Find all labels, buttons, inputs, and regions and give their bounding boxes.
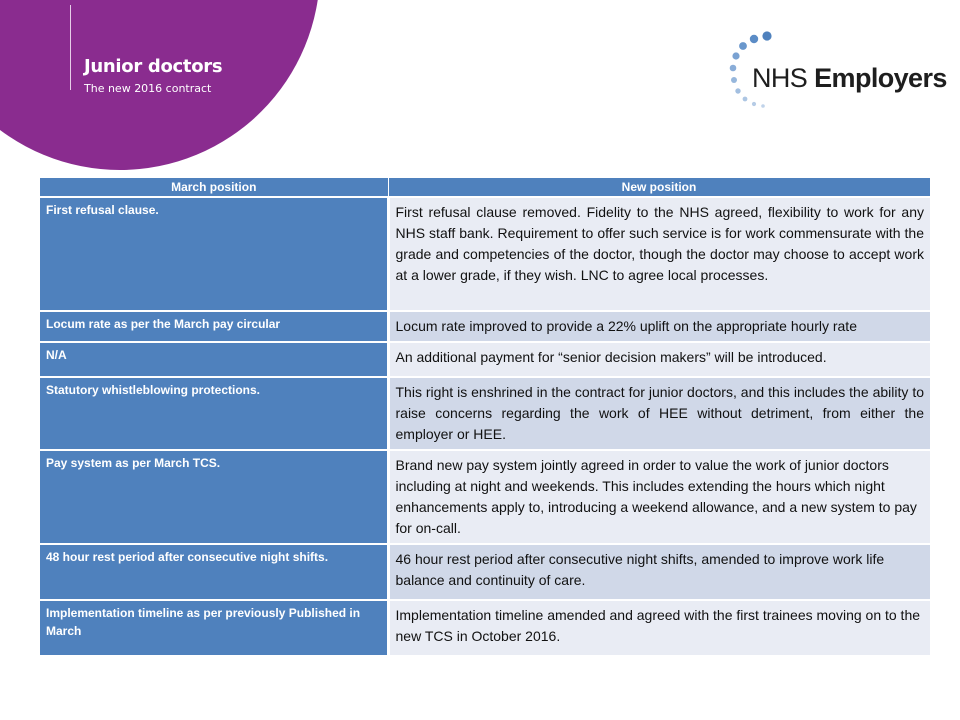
march-position-cell: Implementation timeline as per previously Published in March (40, 600, 388, 655)
table-row (40, 377, 930, 450)
march-position-cell: Statutory whistleblowing protections. (40, 377, 388, 450)
table-row (40, 450, 930, 544)
new-position-cell: This right is enshrined in the contract for junior doctors, and this includes the ability to raise concerns regarding the work of HEE without detriment, from either the employer or HEE. (388, 377, 930, 450)
new-position-cell: First refusal clause removed. Fidelity to the NHS agreed, flexibility to work for any NHS staff bank. Requirement to offer such service is for work commensurate with the grade and competencies of the doctor, though the doctor may choose to accept work at a lower grade, if they wish. LNC to agree local processes. (388, 197, 930, 311)
march-position-cell: N/A (40, 342, 388, 377)
comparison-table (40, 178, 931, 655)
new-position-cell: Implementation timeline amended and agreed with the first trainees moving on to the new TCS in October 2016. (388, 600, 930, 655)
header-divider (70, 5, 71, 90)
new-position-cell: Brand new pay system jointly agreed in order to value the work of junior doctors including at night and weekends. This includes extending the hours which night enhancements apply to, introducing a weekend allowance, and a new system to pay for on-call. (388, 450, 930, 544)
new-position-cell: An additional payment for “senior decision makers” will be introduced. (388, 342, 930, 377)
page-subtitle: The new 2016 contract (84, 82, 212, 95)
column-header-march: March position (40, 178, 388, 197)
page-title: Junior doctors (84, 56, 223, 77)
march-position-cell: Locum rate as per the March pay circular (40, 311, 388, 342)
logo-wordmark: NHS Employers (752, 63, 947, 93)
new-position-cell: 46 hour rest period after consecutive night shifts, amended to improve work life balance and continuity of care. (388, 544, 930, 600)
nhs-employers-logo (716, 24, 947, 124)
march-position-cell: Pay system as per March TCS. (40, 450, 388, 544)
table-row (40, 311, 930, 342)
new-position-cell: Locum rate improved to provide a 22% uplift on the appropriate hourly rate (388, 311, 930, 342)
column-header-new: New position (388, 178, 930, 197)
march-position-cell: 48 hour rest period after consecutive night shifts. (40, 544, 388, 600)
table-header-row (40, 178, 930, 197)
table-row (40, 600, 930, 655)
march-position-cell: First refusal clause. (40, 197, 388, 311)
table-row (40, 544, 930, 600)
table-row (40, 197, 930, 311)
table-row (40, 342, 930, 377)
